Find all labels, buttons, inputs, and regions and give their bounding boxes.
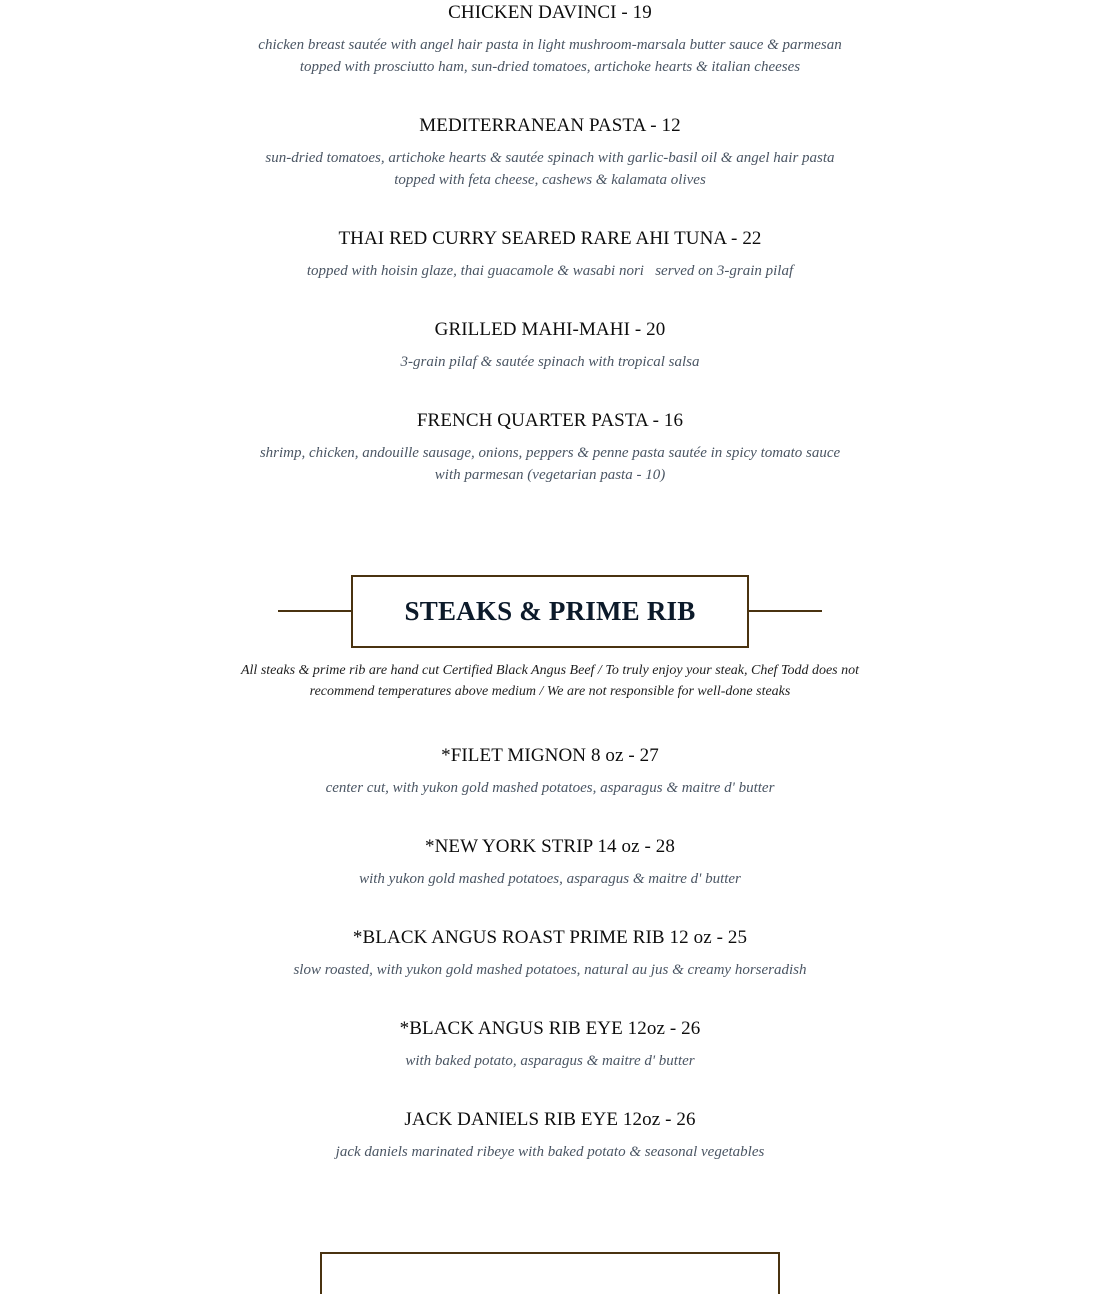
description-line: shrimp, chicken, andouille sausage, onions, peppers & penne pasta sautée in spicy tomato sauce [259, 445, 841, 461]
menu-item-title: GRILLED MAHI-MAHI - 20 [434, 319, 666, 340]
section-heading-box [351, 575, 749, 648]
description-line: jack daniels marinated ribeye with baked potato & seasonal vegetables [335, 1144, 765, 1160]
section-note [0, 660, 1100, 702]
menu-item-angus-rib-eye [0, 1017, 1100, 1072]
menu-item-thai-ahi-tuna [0, 227, 1100, 282]
menu-item-prime-rib [0, 926, 1100, 981]
menu-item-description [0, 1050, 1100, 1072]
section-header-steaks [0, 575, 1104, 648]
header-rule-left [278, 610, 352, 612]
menu-item-new-york-strip [0, 835, 1100, 890]
menu-item-title: *NEW YORK STRIP 14 oz - 28 [425, 836, 675, 857]
note-line: recommend temperatures above medium / We are not responsible for well-done steaks [309, 684, 791, 699]
menu-item-title: MEDITERRANEAN PASTA - 12 [419, 115, 681, 136]
next-section-heading-box [320, 1252, 780, 1294]
description-line: with baked potato, asparagus & maitre d' butter [405, 1053, 695, 1069]
menu-item-description [0, 34, 1100, 78]
menu-item-description [0, 351, 1100, 373]
description-line: with parmesan (vegetarian pasta - 10) [434, 467, 666, 483]
description-line: 3-grain pilaf & sautée spinach with tropical salsa [400, 354, 700, 370]
menu-item-description [0, 1141, 1100, 1163]
menu-item-description [0, 260, 1100, 282]
note-line: All steaks & prime rib are hand cut Certified Black Angus Beef / To truly enjoy your steak, Chef Todd does not [240, 663, 859, 678]
header-rule-right [748, 610, 822, 612]
menu-item-grilled-mahi-mahi [0, 318, 1100, 373]
menu-item-description [0, 777, 1100, 799]
menu-item-title: CHICKEN DAVINCI - 19 [448, 2, 652, 23]
description-line: chicken breast sautée with angel hair pasta in light mushroom-marsala butter sauce & parmesan [258, 37, 842, 53]
menu-item-filet-mignon [0, 744, 1100, 799]
description-line: slow roasted, with yukon gold mashed potatoes, natural au jus & creamy horseradish [293, 962, 807, 978]
menu-item-title: *BLACK ANGUS ROAST PRIME RIB 12 oz - 25 [352, 927, 748, 948]
section-heading: STEAKS & PRIME RIB [404, 596, 696, 626]
menu-item-jack-daniels-rib-eye [0, 1108, 1100, 1163]
menu-item-title: *FILET MIGNON 8 oz - 27 [441, 745, 659, 766]
menu-item-title: *BLACK ANGUS RIB EYE 12oz - 26 [399, 1018, 701, 1039]
description-line: sun-dried tomatoes, artichoke hearts & sautée spinach with garlic-basil oil & angel hair pasta [265, 150, 835, 166]
menu-item-mediterranean-pasta [0, 114, 1100, 191]
menu-item-french-quarter-pasta [0, 409, 1100, 486]
description-line: topped with hoisin glaze, thai guacamole & wasabi nori served on 3-grain pilaf [306, 263, 794, 279]
menu-item-description [0, 442, 1100, 486]
description-line: topped with prosciutto ham, sun-dried tomatoes, artichoke hearts & italian cheeses [299, 59, 801, 75]
description-line: with yukon gold mashed potatoes, asparagus & maitre d' butter [359, 871, 741, 887]
menu-item-description [0, 959, 1100, 981]
description-line: center cut, with yukon gold mashed potatoes, asparagus & maitre d' butter [325, 780, 775, 796]
description-line: topped with feta cheese, cashews & kalamata olives [394, 172, 706, 188]
menu-item-description [0, 147, 1100, 191]
menu-item-chicken-davinci [0, 1, 1100, 78]
menu-item-description [0, 868, 1100, 890]
menu-item-title: FRENCH QUARTER PASTA - 16 [416, 410, 684, 431]
menu-item-title: THAI RED CURRY SEARED RARE AHI TUNA - 22 [338, 228, 762, 249]
menu-item-title: JACK DANIELS RIB EYE 12oz - 26 [404, 1109, 696, 1130]
